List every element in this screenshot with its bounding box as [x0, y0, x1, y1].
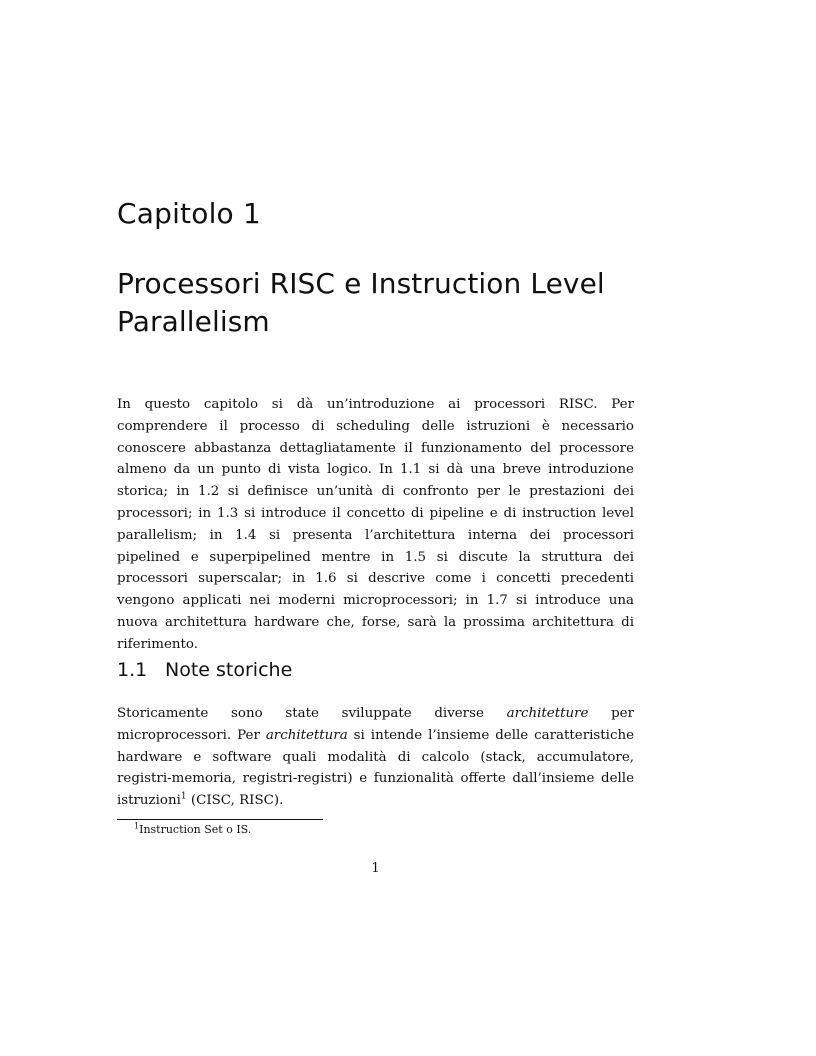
footnote-number: 1 — [134, 821, 140, 831]
emphasis-term: architettura — [265, 727, 348, 743]
section-title: Note storiche — [165, 659, 293, 681]
emphasis-term: architetture — [506, 706, 589, 721]
section-number: 1.1 — [117, 659, 148, 681]
footnote-text: Instruction Set o IS. — [139, 823, 252, 836]
section-heading — [117, 657, 292, 683]
section-paragraph-text: (CISC, RISC). — [186, 793, 284, 809]
section-paragraph-text: per microprocessori. Per — [117, 706, 635, 743]
footnote-divider — [117, 819, 323, 820]
footnote — [134, 822, 251, 837]
footnote-reference[interactable]: 1 — [180, 791, 187, 802]
section-paragraph — [117, 703, 634, 812]
section-paragraph-text: si intende l’insieme delle caratteristiche hardware e software quali modalità di calcolo (stack, accumulatore, registri-memoria, registri-registri) e funzionalità offerte dall’insieme delle istruzioni — [117, 727, 634, 809]
page-number: 1 — [371, 861, 380, 876]
intro-paragraph: In questo capitolo si dà un’introduzione ai processori RISC. Per comprendere il processo di scheduling delle istruzioni è necessario conoscere abbastanza dettagliatamente il funzionamento del processore almeno da un punto di vista logico. In 1.1 si dà una breve introduzione storica; in 1.2 si definisce un’unità di confronto per le prestazioni dei processori; in 1.3 si introduce il concetto di pipeline e di instruction level parallelism; in 1.4 si presenta l’architettura interna dei processori pipelined e superpipelined mentre in 1.5 si discute la struttura dei processori superscalar; in 1.6 si descrive come i concetti precedenti vengono applicati nei moderni microprocessori; in 1.7 si introduce una nuova architettura hardware che, forse, sarà la prossima architettura di riferimento. — [117, 397, 634, 652]
chapter-label: Capitolo 1 — [117, 197, 261, 230]
section-paragraph-text: Storicamente sono state sviluppate diverse — [117, 706, 507, 721]
chapter-title: Processori RISC e Instruction Level Parallelism — [117, 267, 605, 338]
